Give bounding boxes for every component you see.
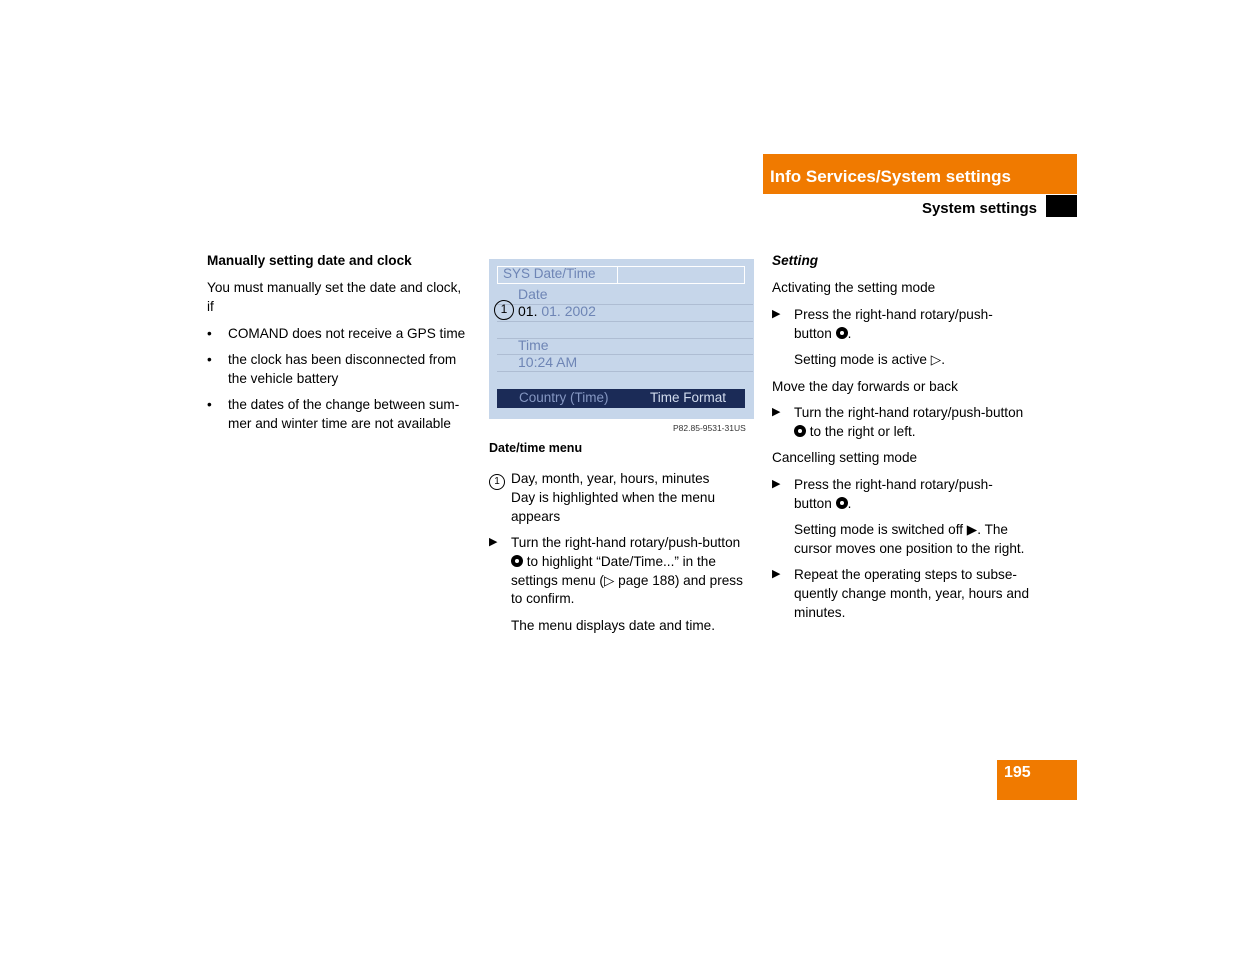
section-title: Info Services/System settings [770, 167, 1011, 186]
bullet-symbol: • [207, 326, 212, 341]
right-heading: Setting [772, 253, 819, 268]
step-text: Press the right-hand rotary/push- [794, 477, 993, 492]
step-text-part: button [794, 326, 832, 341]
list-item: the vehicle battery [228, 371, 339, 386]
page-number: 195 [1004, 764, 1031, 781]
step-text-part: button [794, 496, 832, 511]
step-text-part: page 188) and press [614, 573, 743, 588]
screen-softkey-time-format: Time Format [650, 390, 727, 405]
list-item: mer and winter time are not available [228, 416, 451, 431]
step-arrow: ▶ [772, 478, 781, 490]
step-text: to confirm. [511, 591, 575, 606]
bullet-symbol: • [207, 352, 212, 367]
screen-divider [497, 321, 753, 322]
step-result [794, 350, 945, 369]
setting-mode-off-icon: ▶ [966, 522, 978, 537]
step-text-part: to highlight “Date/Time...” in the [526, 554, 716, 569]
step-text-part: . The [977, 522, 1008, 537]
callout-text: appears [511, 509, 561, 524]
step-text: Press the right-hand rotary/push- [794, 307, 993, 322]
list-item: COMAND does not receive a GPS time [228, 326, 466, 341]
bullet-symbol: • [207, 397, 212, 412]
callout-circle: 1 [489, 474, 505, 490]
screen-date-day: 01. [518, 303, 538, 319]
step-text: minutes. [794, 605, 846, 620]
screen-title-divider [617, 266, 618, 284]
intro-line-2: if [207, 299, 214, 314]
screen-time-value: 10:24 AM [518, 354, 578, 370]
step-text: Repeat the operating steps to subse- [794, 567, 1017, 582]
step-arrow: ▶ [772, 308, 781, 320]
callout-text: Day, month, year, hours, minutes [511, 471, 710, 486]
step-text [794, 494, 851, 513]
step-result: The menu displays date and time. [511, 618, 716, 633]
screen-softkey-country: Country (Time) [519, 390, 609, 405]
callout-number [489, 471, 505, 490]
step-text [511, 552, 716, 571]
screen-title: SYS Date/Time [503, 266, 596, 281]
step-arrow: ▶ [772, 568, 781, 580]
step-result: cursor moves one position to the right. [794, 541, 1025, 556]
step-text [794, 324, 851, 343]
step-text-part: Setting mode is switched off [794, 522, 964, 537]
step-text: quently change month, year, hours and [794, 586, 1030, 601]
list-item: the clock has been disconnected from [228, 352, 457, 367]
step-text-part: . [941, 352, 946, 367]
step-text: Turn the right-hand rotary/push-button [794, 405, 1024, 420]
screen-date-value [518, 303, 596, 319]
step-text-part: . [847, 496, 852, 511]
list-item: the dates of the change between sum- [228, 397, 460, 412]
header-marker-block [1046, 195, 1077, 217]
figure-caption: Date/time menu [489, 441, 583, 455]
screen-time-label: Time [518, 337, 549, 353]
rotary-button-icon [511, 555, 523, 567]
subheading-cancelling: Cancelling setting mode [772, 450, 918, 465]
intro-line-1: You must manually set the date and clock, [207, 280, 462, 295]
rotary-button-icon [836, 327, 848, 339]
rotary-button-icon [794, 425, 806, 437]
step-result [794, 520, 1008, 539]
subheading-activating: Activating the setting mode [772, 280, 936, 295]
screen-date-rest: 01. 2002 [541, 303, 596, 319]
step-text-part: to the right or left. [809, 424, 916, 439]
step-arrow: ▶ [489, 536, 498, 548]
screen-date-label: Date [518, 286, 548, 302]
screen-callout-marker: 1 [494, 300, 514, 320]
step-text: Turn the right-hand rotary/push-button [511, 535, 741, 550]
step-arrow: ▶ [772, 406, 781, 418]
setting-mode-active-icon: ▷ [930, 352, 942, 367]
step-text-part: . [847, 326, 852, 341]
image-code: P82.85-9531-31US [673, 423, 746, 433]
section-subtitle: System settings [921, 200, 1037, 217]
left-heading: Manually setting date and clock [207, 253, 412, 268]
page-ref-arrow: ▷ [603, 573, 615, 588]
step-text [794, 422, 916, 441]
callout-text: Day is highlighted when the menu [511, 490, 716, 505]
screen-divider [497, 371, 753, 372]
step-text [511, 571, 743, 590]
step-text-part: settings menu ( [511, 573, 604, 588]
subheading-move: Move the day forwards or back [772, 379, 958, 394]
step-text-part: Setting mode is active [794, 352, 927, 367]
rotary-button-icon [836, 497, 848, 509]
